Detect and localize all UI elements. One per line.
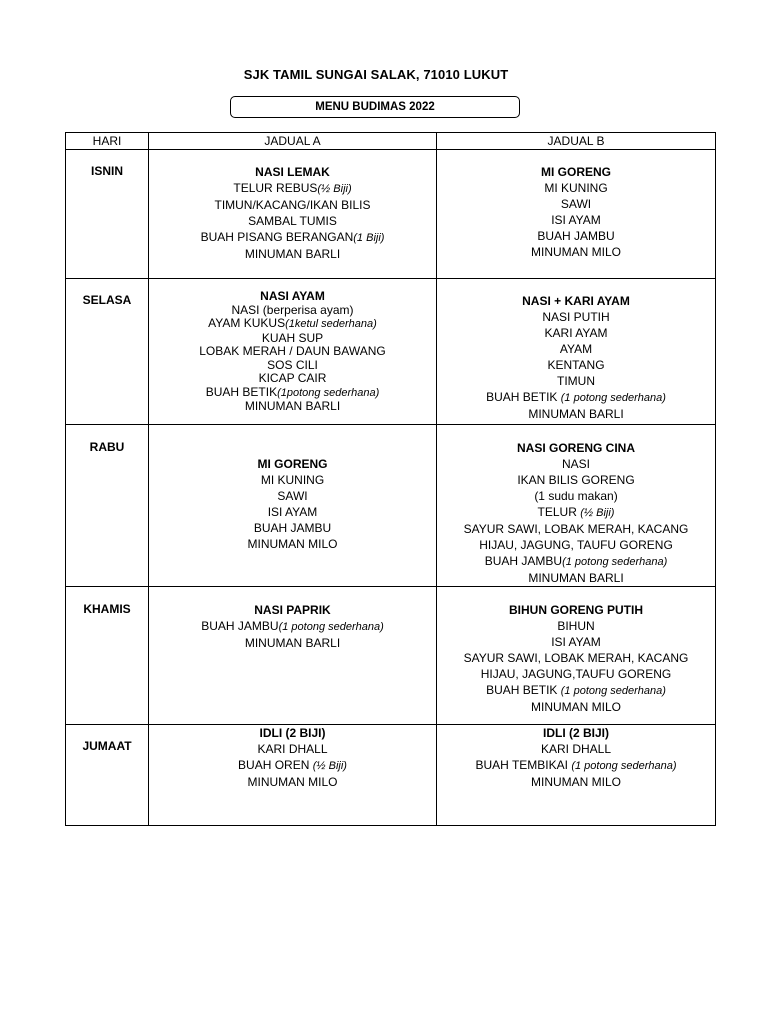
menu-item [149, 372, 436, 386]
menu-item [437, 650, 715, 666]
menu-item [437, 244, 715, 260]
menu-item-text: MI GORENG [257, 457, 328, 471]
menu-row-khamis [66, 587, 716, 725]
menu-item-text: ISI AYAM [267, 505, 318, 519]
menu-item [149, 618, 436, 635]
menu-item-text: MINUMAN BARLI [244, 636, 341, 650]
menu-item-text: LOBAK MERAH / DAUN BAWANG [199, 344, 386, 358]
menu-item-text: TELUR [537, 505, 581, 519]
menu-item-text: KENTANG [547, 358, 605, 372]
menu-item [437, 618, 715, 634]
menu-item-text: ISI AYAM [551, 213, 601, 227]
menu-item [437, 373, 715, 389]
dish-title [437, 602, 715, 618]
portion-note: (1potong sederhana) [277, 386, 380, 399]
menu-item-text: BUAH BETIK [486, 683, 561, 697]
menu-row-isnin [66, 150, 716, 279]
portion-note: (½ Biji) [580, 507, 615, 519]
menu-item-text: BUAH JAMBU [201, 619, 279, 633]
portion-note: (½ Biji) [312, 760, 347, 772]
menu-item-text: (1 sudu makan) [534, 489, 618, 503]
menu-item-text: NASI AYAM [260, 289, 325, 303]
menu-item [437, 699, 715, 715]
menu-item [437, 741, 715, 757]
menu-item-text: KARI DHALL [540, 742, 612, 756]
menu-item-text: SAWI [560, 197, 592, 211]
menu-item-text: TIMUN/KACANG/IKAN BILIS [214, 198, 371, 212]
menu-item [149, 345, 436, 359]
menu-item [149, 504, 436, 520]
menu-item-text: MINUMAN BARLI [244, 399, 341, 413]
jadual-a-cell [149, 150, 437, 279]
portion-note: (1 potong sederhana) [571, 760, 677, 772]
menu-item [149, 774, 436, 790]
menu-item [149, 400, 436, 414]
menu-item-text: SAYUR SAWI, LOBAK MERAH, KACANG [463, 651, 689, 665]
menu-item-text: MINUMAN BARLI [528, 571, 624, 585]
menu-item-text: BIHUN GORENG PUTIH [508, 603, 643, 617]
menu-item-text: KICAP CAIR [258, 371, 327, 385]
portion-note: (1 Biji) [353, 232, 385, 244]
menu-item-text: NASI + KARI AYAM [522, 294, 630, 308]
menu-item [149, 332, 436, 346]
menu-item-text: BIHUN [557, 619, 595, 633]
menu-item-text: NASI PUTIH [542, 310, 610, 324]
jadual-b-cell [437, 425, 716, 587]
menu-item [149, 197, 436, 213]
menu-item-text: MI GORENG [540, 165, 611, 179]
table-header-row [66, 133, 716, 150]
jadual-b-cell [437, 587, 716, 725]
menu-item [437, 504, 715, 521]
menu-title-box: MENU BUDIMAS 2022 [230, 96, 520, 118]
menu-item-text: MINUMAN BARLI [528, 407, 624, 421]
dish-title [149, 602, 436, 618]
dish-title [437, 440, 715, 456]
menu-item [149, 741, 436, 757]
menu-item [437, 757, 715, 774]
menu-item-text: NASI LEMAK [255, 165, 330, 179]
menu-item [437, 537, 715, 553]
day-cell: RABU [66, 425, 149, 587]
menu-item-text: MINUMAN BARLI [244, 247, 341, 261]
school-title: SJK TAMIL SUNGAI SALAK, 71010 LUKUT [243, 67, 509, 82]
menu-item-text: BUAH BETIK [486, 390, 561, 404]
menu-item-text: HIJAU, JAGUNG, TAUFU GORENG [479, 538, 673, 552]
menu-item-text: NASI (berperisa ayam) [231, 302, 354, 317]
menu-table [65, 132, 716, 826]
menu-item-text: MINUMAN MILO [531, 245, 621, 259]
menu-item-text: MI KUNING [260, 473, 325, 487]
menu-item-text: IDLI (2 BIJI) [259, 726, 326, 740]
menu-item-text: BUAH JAMBU [484, 554, 563, 568]
menu-item [437, 212, 715, 228]
menu-row-selasa [66, 279, 716, 425]
menu-item-text: BUAH OREN [238, 758, 313, 772]
menu-item-text: AYAM KUKUS [208, 316, 286, 330]
menu-item-text: MINUMAN MILO [247, 537, 338, 551]
menu-item [437, 309, 715, 325]
menu-item-text: TIMUN [557, 374, 595, 388]
menu-item [149, 180, 436, 197]
jadual-b-cell [437, 725, 716, 826]
menu-item [149, 304, 436, 318]
menu-item [149, 520, 436, 536]
day-cell: KHAMIS [66, 587, 149, 725]
menu-item-text: HIJAU, JAGUNG,TAUFU GORENG [480, 667, 672, 681]
menu-item-text: MI KUNING [544, 181, 608, 195]
menu-item-text: BUAH TEMBIKAI [475, 758, 572, 772]
menu-row-jumaat [66, 725, 716, 826]
menu-item [437, 180, 715, 196]
menu-item-text: SAWI [277, 489, 308, 503]
menu-item-text: SAYUR SAWI, LOBAK MERAH, KACANG [463, 522, 689, 536]
menu-item [149, 317, 436, 332]
column-header-jadual-a: JADUAL A [149, 133, 437, 150]
portion-note: (1ketul sederhana) [285, 318, 377, 330]
column-header-hari: HARI [66, 133, 149, 150]
menu-item [437, 553, 715, 570]
menu-item [437, 406, 715, 422]
menu-item [437, 488, 715, 504]
jadual-a-cell [149, 279, 437, 425]
day-cell: SELASA [66, 279, 149, 425]
menu-item-text: BUAH BETIK [205, 384, 278, 399]
menu-item [437, 341, 715, 357]
menu-item-text: NASI GORENG CINA [516, 441, 635, 455]
dish-title [149, 456, 436, 472]
jadual-a-cell [149, 425, 437, 587]
menu-item-text: MINUMAN MILO [531, 700, 621, 714]
menu-item [437, 570, 715, 586]
menu-item [437, 325, 715, 341]
menu-item [149, 472, 436, 488]
portion-note: (1 potong sederhana) [278, 621, 384, 633]
menu-row-rabu [66, 425, 716, 587]
menu-item [437, 472, 715, 488]
menu-item-text: BUAH JAMBU [253, 521, 332, 535]
menu-item-text: KARI DHALL [257, 742, 328, 756]
menu-item [149, 488, 436, 504]
menu-item-text: MINUMAN MILO [247, 775, 338, 789]
menu-item-text: TELUR REBUS [233, 181, 318, 195]
menu-item [437, 666, 715, 682]
menu-item [437, 634, 715, 650]
dish-title [437, 725, 715, 741]
menu-item [437, 521, 715, 537]
dish-title [149, 164, 436, 180]
menu-item-text: NASI [561, 457, 590, 471]
portion-note: (1 potong sederhana) [560, 685, 666, 697]
menu-item-text: IDLI (2 BIJI) [542, 726, 609, 740]
dish-title [149, 725, 436, 741]
menu-item [437, 228, 715, 244]
dish-title [437, 293, 715, 309]
menu-item-text: KARI AYAM [544, 326, 608, 340]
menu-item-text: SAMBAL TUMIS [248, 214, 337, 228]
menu-item [149, 229, 436, 246]
jadual-a-cell [149, 587, 437, 725]
jadual-b-cell [437, 150, 716, 279]
portion-note: (1 potong sederhana) [562, 556, 668, 568]
menu-item [149, 359, 436, 373]
menu-item [437, 357, 715, 373]
menu-item [149, 757, 436, 774]
dish-title [437, 164, 715, 180]
jadual-b-cell [437, 279, 716, 425]
menu-item [149, 635, 436, 651]
menu-item-text: KUAH SUP [261, 330, 324, 345]
dish-title [149, 290, 436, 304]
menu-item [149, 386, 436, 401]
menu-item [437, 774, 715, 790]
menu-item-text: IKAN BILIS GORENG [517, 473, 635, 487]
menu-item [437, 196, 715, 212]
menu-item-text: BUAH JAMBU [537, 229, 615, 243]
menu-item-text: ISI AYAM [551, 635, 601, 649]
column-header-jadual-b: JADUAL B [437, 133, 716, 150]
menu-item [149, 246, 436, 262]
menu-item-text: MINUMAN MILO [531, 775, 621, 789]
menu-item [437, 389, 715, 406]
menu-item [437, 682, 715, 699]
portion-note: (½ Biji) [317, 183, 352, 195]
day-cell: ISNIN [66, 150, 149, 279]
portion-note: (1 potong sederhana) [560, 392, 666, 404]
menu-item-text: NASI PAPRIK [254, 603, 331, 617]
day-cell: JUMAAT [66, 725, 149, 826]
menu-item [437, 456, 715, 472]
menu-item [149, 213, 436, 229]
jadual-a-cell [149, 725, 437, 826]
menu-item [149, 536, 436, 552]
menu-item-text: BUAH PISANG BERANGAN [200, 230, 354, 244]
menu-item-text: SOS CILI [267, 357, 318, 372]
menu-item-text: AYAM [559, 342, 593, 356]
